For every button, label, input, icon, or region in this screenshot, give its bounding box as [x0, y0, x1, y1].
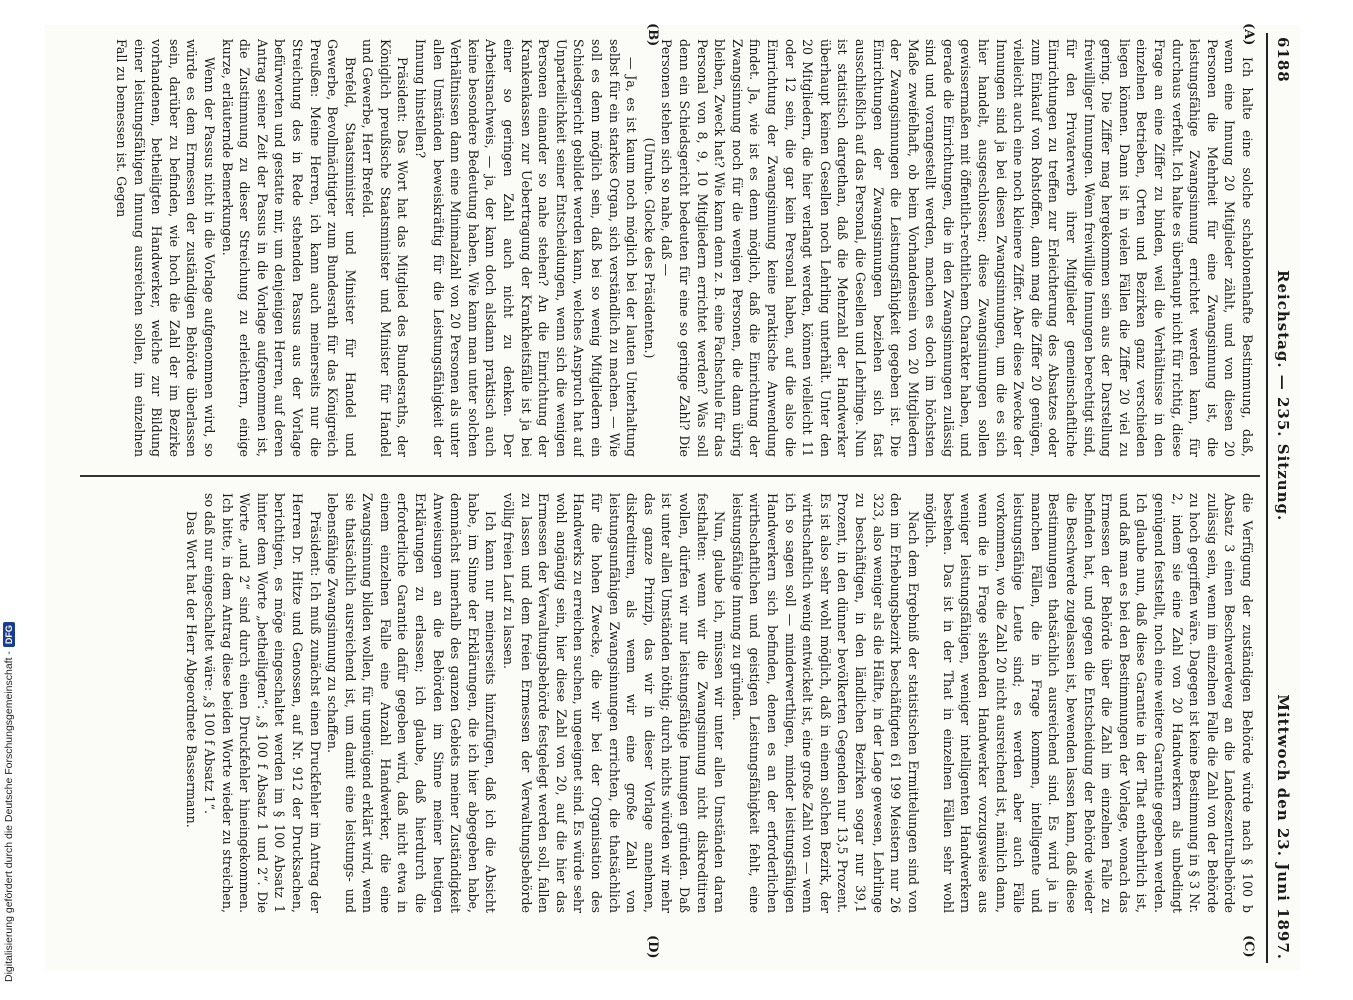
paragraph: Ich halte eine solche schablonenhafte Bestimmung, daß, wenn eine Innung 20 Mitglieder zählt, und von diesen 20 Personen die Mehrheit für eine Zwangsinnung ist, die leistungsfähige Zwangsinnung errichtet werden kann, für durchaus verfehlt. Ich halte es überhaupt nicht für richtig, diese Frage an eine Ziffer zu binden, weil die Verhältnisse in den einzelnen Betrieben, Orten und Bezirken ganz verschieden liegen können. Dann ist in vielen Fällen die Ziffer 20 viel zu gering. Die Ziffer mag hergekommen sein aus der Darstellung freiwilliger Innungen. Wenn freiwillige Innungen berechtigt sind, für den Privaterwerb ihrer Mitglieder gemeinschaftliche Einrichtungen zu treffen zur Erleichterung des Absatzes oder zum Einkauf von Rohstoffen, dann mag die Ziffer 20 genügen, vielleicht auch eine noch kleinere Ziffer. Aber diese Zwecke der Innungen sind ja bei diesen Zwangsinnungen, um die es sich hier handelt, ausgeschlossen; diese Zwangsinnungen sollen gewissermaßen mit öffentlich-rechtlichem Charakter haben, und gerade die Einrichtungen, die in den Zwangsinnungen zulässig sind und vorangestellt werden, machen es doch im höchsten Maße zweifelhaft, ob beim Vorhandensein von 20 Mitgliedern der Zwangsinnungen die Leistungsfähigkeit gegeben ist. Die Einrichtungen der Zwangsinnungen beziehen sich fast ausschließlich auf das Personal, die Gesellen und Lehrlinge. Nun ist statistisch dargethan, daß die Mehrzahl der Handwerker überhaupt keinen Gesellen noch Lehrling unterhält. Unter den 20 Mitgliedern, die hier verlangt werden, können vielleicht 11 oder 12 sein, die gar kein Personal haben, auf die also die Einrichtung der Zwangsinnung keine praktische Anwendung findet. Ja, wie ist es denn möglich, daß die Einrichtung der Zwangsinnung noch für die wenigen Personen, die dann übrig bleiben, Zweck hat? Wie kann denn z. B. eine Fachschule für das Personal von 8, 9, 10 Mitgliedern errichtet werden? Was soll denn ein Schiedsgericht bedeuten für eine so geringe Zahl? Die Personen stehen sich so nahe, daß — — [659, 39, 1255, 457]
speaker-paragraph: Präsident: Das Wort hat das Mitglied des Bundesraths, der Königlich preußische Staatsminister und Minister für Handel und Gewerbe, Herr Brefeld. — [360, 39, 411, 457]
margin-marker-a: (A) — [1241, 23, 1256, 46]
paragraph: Nach dem Ergebniß der statistischen Ermittelungen sind von den im Erhebungsbezirk beschäftigten 61 199 Meistern nur 26 323, also weniger als die Hälfte, in der Lage gewesen, Lehrlinge zu beschäftigen, in den ländlichen Bezirken sogar nur 39,1 Prozent, in den dünner bevölkerten Gegenden nur 13,5 Prozent. Es ist also sehr wohl möglich, daß in einem solchen Bezirk, der wirthschaftlich wenig entwickelt ist, eine große Zahl von — wenn ich so sagen soll — minderwerthigen, minder leistungsfähigen Handwerkern sich befinden, denen es an der erforderlichen wirthschaftlichen und geistigen Leistungsfähigkeit fehlt, eine leistungsfähige Innung zu gründen. — [729, 493, 921, 913]
margin-marker-c: (C) — [1241, 935, 1256, 958]
right-column — [86, 493, 1256, 913]
margin-marker-d: (D) — [645, 935, 660, 959]
paragraph: Das Wort hat der Herr Abgeordnete Bassermann. — [184, 511, 200, 828]
page-title: Reichstag. — 235. Sitzung. — [1274, 270, 1292, 522]
paragraph: — Ja, es ist kaum noch möglich bei der lauten Unterhaltung selbst für ein starkes Organ, sich verständlich zu machen. — Wie soll es denn möglich sein, daß bei so wenig Mitgliedern ein Schiedsgericht gebildet werden kann, welches Anspruch hat auf Unparteilichkeit seiner Entscheidungen, wenn sich die wenigen Personen einander so nahe stehen? An die Einrichtung der Krankenkassen zur Uebertragung der Krankheitsfälle ist ja bei einer so geringen Zahl auch nicht zu denken. Der Arbeitsnachweis, — ja, der kann doch alsdann praktisch auch keine besondere Bedeutung haben. Wie kann man unter solchen Verhältnissen dann eine Minimalzahl von 20 Personen als unter allen Umständen beweiskräftig für die Leistungsfähigkeit der Innung hinstellen? — [413, 39, 640, 457]
digitization-credit — [3, 622, 15, 982]
page-header — [1266, 25, 1300, 970]
header-rule — [1266, 33, 1268, 963]
paragraph: Ich kann nur meinerseits hinzufügen, daß ich die Absicht habe, im Sinne der Erklärungen, die ich hier abgegeben habe, demnächst innerhalb des ganzen Gebiets meiner Zuständigkeit Anweisungen an die Behörden im Sinne meiner heutigen Erklärungen zu erlassen; ich glaube, daß hierdurch die erforderliche Garantie dafür gegeben wird, daß nicht etwa in einem einzelnen Falle eine Anzahl Handwerker, die eine Zwangsinnung bilden wollen, für ungenügend erklärt wird, wenn sie thatsächlich ausreichend ist, um damit eine leistungs- und lebensfähige Zwangsinnung zu schaffen. — [325, 493, 499, 913]
page-number: 6188 — [1274, 37, 1292, 83]
paragraph: Wenn der Passus nicht in die Vorlage aufgenommen wird, so würde es dem Ermessen der zuständigen Behörde überlassen sein, darüber zu befinden, wie hoch die Zahl der im Bezirke vorhandenen, betheiligten Handwerker, welche zur Bildung einer leistungsfähigen Innung ausreichen sollen, im einzelnen Fall zu bemessen ist. Gegen — [114, 39, 217, 457]
stage-direction: (Unruhe. Glocke des Präsidenten.) — [641, 137, 657, 359]
newspaper-page — [45, 25, 1300, 970]
paragraph: die Verfügung der zuständigen Behörde würde nach § 100 b Absatz 3 einen Beschwerdeweg an die Landeszentralbehörde zulässig sein, wenn im einzelnen Falle die Zahl von der Behörde zu hoch gegriffen wäre. Dagegen ist keine Bestimmung in § 3 Nr. 2, indem sie eine Zahl von 20 Handwerkern als unbedingt genügend feststellt, noch eine weitere Garantie gegeben werden. Ich glaube nun, daß diese Garantie in der That entbehrlich ist, und daß man es bei den Bestimmungen der Vorlage, wonach das Ermessen der Behörde über die Zahl im einzelnen Falle zu befinden hat, und gegen die Entscheidung der Behörde wieder die Beschwerde zugelassen ist, bewenden lassen kann, daß diese Bestimmungen thatsächlich ausreichend sind. Es wird ja in manchen Fällen, die in Frage kommen, intelligente und leistungsfähige Leute sind; es werden aber auch Fälle vorkommen, wo die Zahl 20 nicht ausreichend ist, nämlich dann, wenn die in Frage stehenden Handwerker vorzugsweise aus weniger leistungsfähigen, weniger intelligenten Handwerkern bestehen. Das ist in der That in einzelnen Fällen sehr wohl möglich. — [923, 493, 1255, 913]
margin-marker-b: (B) — [645, 23, 660, 47]
dfg-logo: DFG — [3, 622, 15, 647]
column-divider — [80, 475, 1260, 477]
left-column — [86, 39, 1256, 457]
credit-text: Digitalisierung gefördert durch die Deutsche Forschungsgemeinschaft - — [3, 651, 15, 982]
paragraph: Nun, glaube ich, müssen wir unter allen Umständen daran festhalten: wenn wir die Zwangsinnung nicht diskreditiren wollen, dürfen wir nur leistungsfähige Innungen gründen. Daß ist unter allen Umständen nöthig; durch nichts würden wir mehr das ganze Prinzip, das wir in dieser Vorlage annehmen, diskreditiren, als wenn wir eine große Zahl von leistungsunfähigen Zwangsinnungen errichten, die thatsächlich für die hohen Zwecke, die wir bei der Organisation des Handwerks zu erreichen suchen, ungeeignet sind. Es würde sehr wohl angängig sein, hier diese Zahl von 20, auf die hier das Ermessen der Verwaltungsbehörde festgelegt werden soll, fallen zu lassen und dem freien Ermessen der Verwaltungsbehörde völlig freien Lauf zu lassen. — [501, 493, 728, 913]
session-date: Mittwoch den 23. Juni 1897. — [1274, 694, 1292, 960]
speaker-paragraph: Präsident: Ich muß zunächst einen Druckfehler im Antrag der Herren Dr. Hitze und Genossen, auf Nr. 912 der Drucksachen, berichtigen, es möge eingeschaltet werden im § 100 Absatz 1 hinter dem Worte „betheiligten“: „§ 100 f Absatz 1 und 2“. Die Worte „und 2“ sind durch einen Druckfehler hineingekommen. Ich bitte, in dem Antrag diese beiden Worte wieder zu streichen, so daß nur eingeschaltet wäre: „§ 100 f Absatz 1“. — [201, 493, 323, 913]
speaker-paragraph: Brefeld, Staatsminister und Minister für Handel und Gewerbe, Bevollmächtigter zum Bundesrath für das Königreich Preußen: Meine Herren, ich kann auch meinerseits nur die Streichung des in Rede stehenden Passus aus der Vorlage befürworten und gestatte mir, um denjenigen Herren, auf deren Antrag seiner Zeit der Passus in die Vorlage aufgenommen ist, die Zustimmung zu dieser Streichung zu erleichtern, einige kurze, erläuternde Bemerkungen. — [219, 39, 358, 457]
